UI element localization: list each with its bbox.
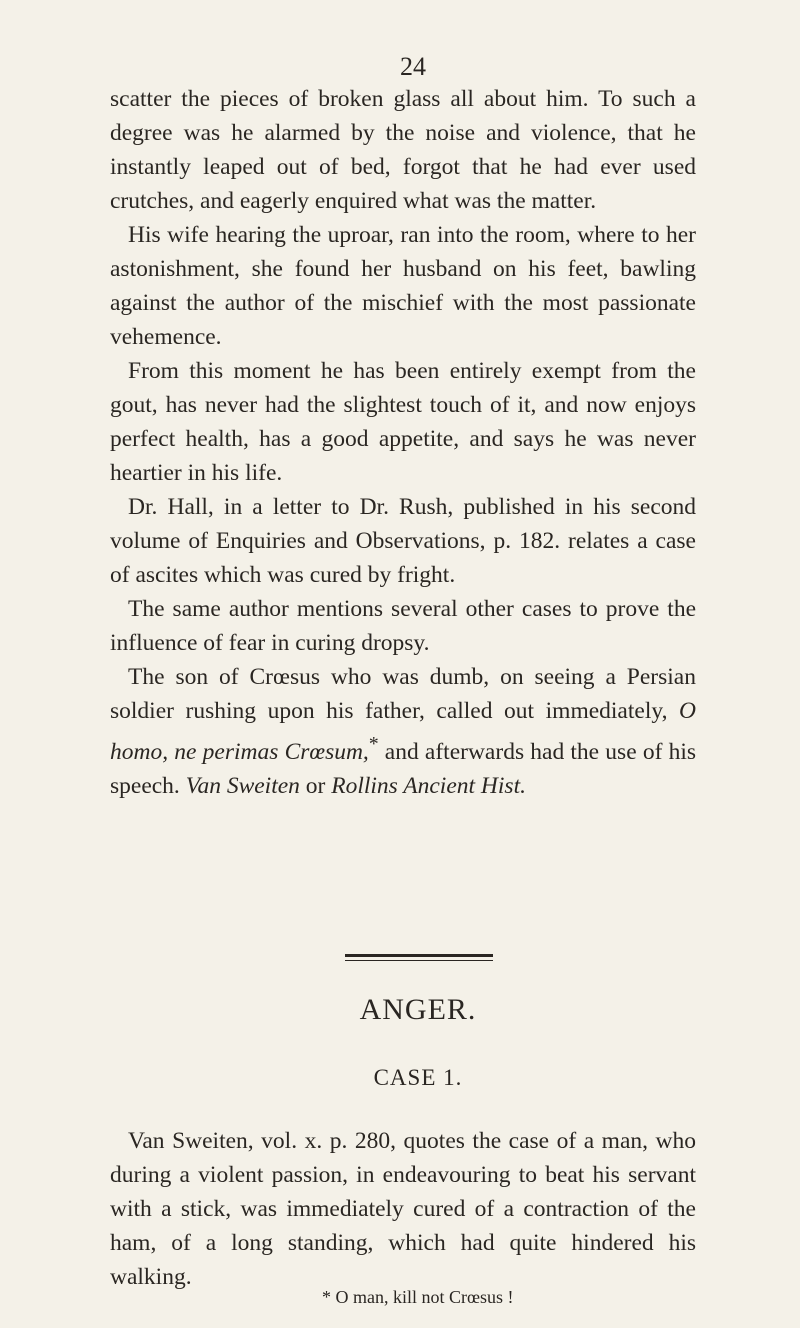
section-heading: ANGER. — [359, 993, 477, 1026]
source-rollins: Rollins Ancient Hist. — [331, 772, 526, 799]
paragraph-wife-uproar: His wife hearing the uproar, ran into the room, where to her astonishment, she found her husband on his feet, bawling against the author of the mischief with the most passionate vehemence. — [110, 222, 696, 350]
paragraph-dr-hall: Dr. Hall, in a letter to Dr. Rush, published in his second volume of Enquiries and Observations, p. 182. relates a case of ascites which was cured by fright. — [110, 494, 696, 588]
croesus-lead: The son of Crœsus who was dumb, on seeing a Persian soldier rushing upon his father, called out immediately, — [110, 664, 696, 724]
paragraph-gout-cured: From this moment he has been entirely exempt from the gout, has never had the slightest touch of it, and now enjoys perfect health, has a good appetite, and says he was never heartier in his life. — [110, 358, 696, 486]
section-divider-thick — [345, 954, 493, 957]
case-text — [110, 1124, 696, 1294]
source-connector: or — [299, 772, 332, 799]
case-heading: CASE 1. — [373, 1065, 463, 1090]
latin-quote: O homo, ne perimas Crœsum, — [110, 698, 696, 765]
croesus-middle: and afterwards had the use of his speech. — [110, 738, 697, 799]
footnote: * O man, kill not Crœsus ! — [322, 1287, 514, 1307]
footnote-mark: * — [368, 734, 379, 755]
paragraph-dropsy: The same author mentions several other cases to prove the influence of fear in curing dropsy. — [110, 596, 696, 656]
paragraph-broken-glass: scatter the pieces of broken glass all about him. To such a degree was he alarmed by the noise and violence, that he instantly leaped out of bed, forgot that he had ever used crutches, and eagerly enquired what was the matter. — [110, 86, 696, 214]
body-text — [110, 82, 696, 803]
source-van-sweiten: Van Sweiten — [185, 772, 300, 799]
page-number: 24 — [400, 52, 426, 81]
paragraph-case-1: Van Sweiten, vol. x. p. 280, quotes the case of a man, who during a violent passion, in endeavouring to beat his servant with a stick, was immediately cured of a contraction of the ham, of a long standing, which had quite hindered his walking. — [110, 1128, 696, 1290]
section-divider-thin — [345, 960, 493, 961]
paragraph-croesus — [110, 660, 696, 803]
